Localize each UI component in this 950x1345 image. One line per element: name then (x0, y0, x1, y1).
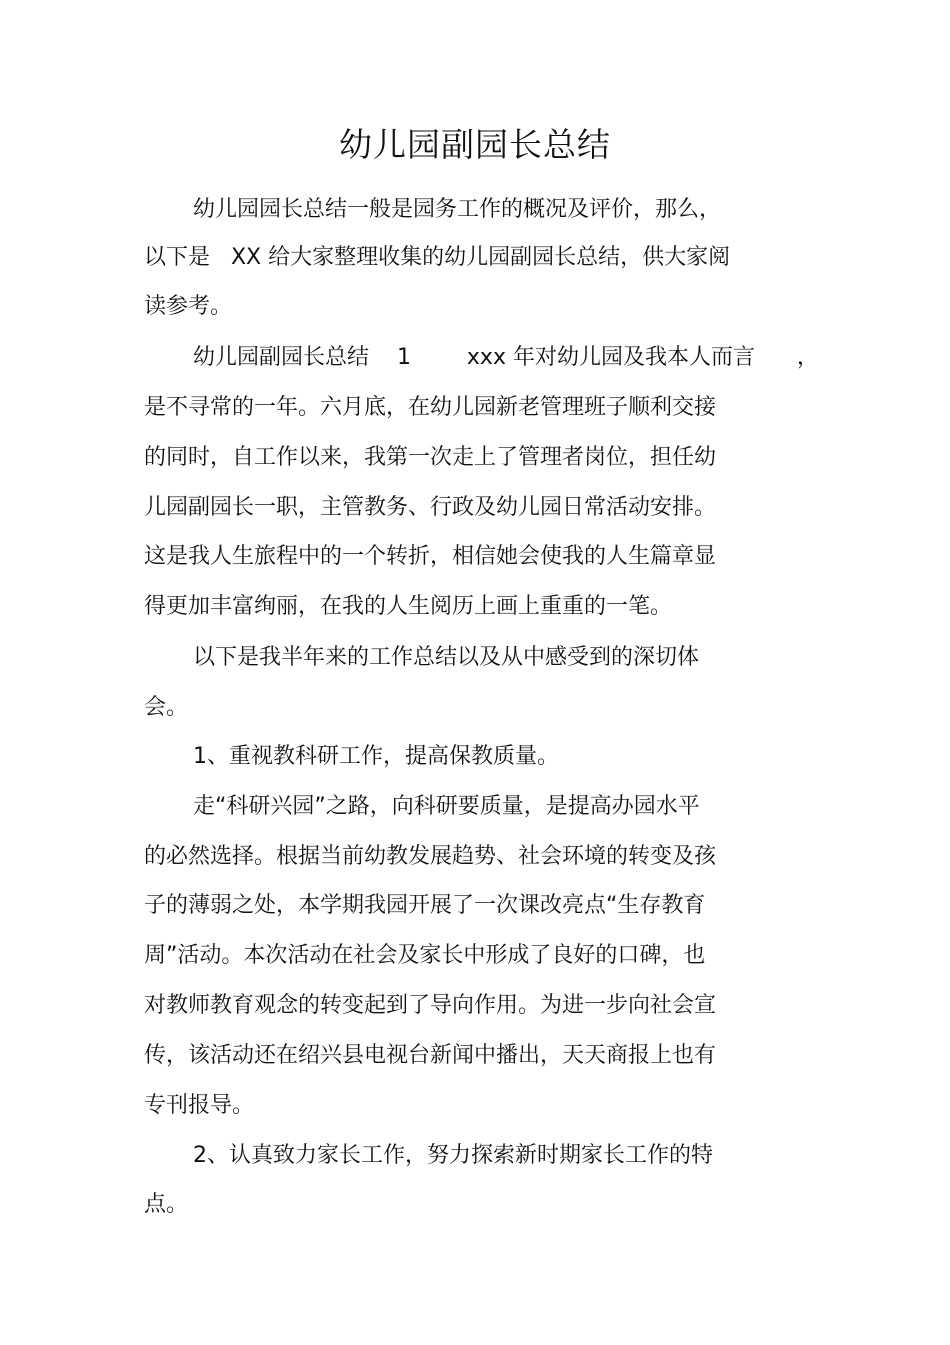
paragraph-line: 幼儿园园长总结一般是园务工作的概况及评价，那么， (193, 197, 722, 222)
paragraph-line: 是不寻常的一年。六月底，在幼儿园新老管理班子顺利交接 (144, 395, 717, 420)
paragraph-line: 幼儿园副园长总结 1 xxx 年对幼儿园及我本人而言 ， (193, 345, 819, 370)
section-heading: 1、重视教科研工作，提高保教质量。 (193, 744, 559, 769)
paragraph-line: 以下是我半年来的工作总结以及从中感受到的深切体 (193, 645, 700, 670)
paragraph-line: 以下是 XX 给大家整理收集的幼儿园副园长总结，供大家阅 (144, 245, 731, 270)
document-title: 幼儿园副园长总结 (339, 125, 611, 164)
paragraph-line: 得更加丰富绚丽，在我的人生阅历上画上重重的一笔。 (144, 594, 673, 619)
paragraph-line: 对教师教育观念的转变起到了导向作用。为进一步向社会宣 (144, 993, 717, 1018)
paragraph-line: 传，该活动还在绍兴县电视台新闻中播出，天天商报上也有 (144, 1043, 717, 1068)
paragraph-line: 走“科研兴园”之路，向科研要质量，是提高办园水平 (193, 794, 700, 819)
paragraph-line: 子的薄弱之处，本学期我园开展了一次课改亮点“生存教育 (144, 893, 706, 918)
section-heading: 2、认真致力家长工作，努力探索新时期家长工作的特 (193, 1143, 713, 1168)
paragraph-line: 的必然选择。根据当前幼教发展趋势、社会环境的转变及孩 (144, 844, 717, 869)
paragraph-line: 周”活动。本次活动在社会及家长中形成了良好的口碑，也 (144, 943, 706, 968)
paragraph-line: 会。 (144, 695, 189, 720)
paragraph-line: 的同时，自工作以来，我第一次走上了管理者岗位，担任幼 (144, 445, 717, 470)
paragraph-line: 点。 (144, 1192, 189, 1217)
paragraph-line: 儿园副园长一职，主管教务、行政及幼儿园日常活动安排。 (144, 495, 717, 520)
paragraph-line: 这是我人生旅程中的一个转折，相信她会使我的人生篇章显 (144, 544, 717, 569)
paragraph-line: 专刊报导。 (144, 1093, 255, 1118)
paragraph-line: 读参考。 (144, 294, 233, 319)
